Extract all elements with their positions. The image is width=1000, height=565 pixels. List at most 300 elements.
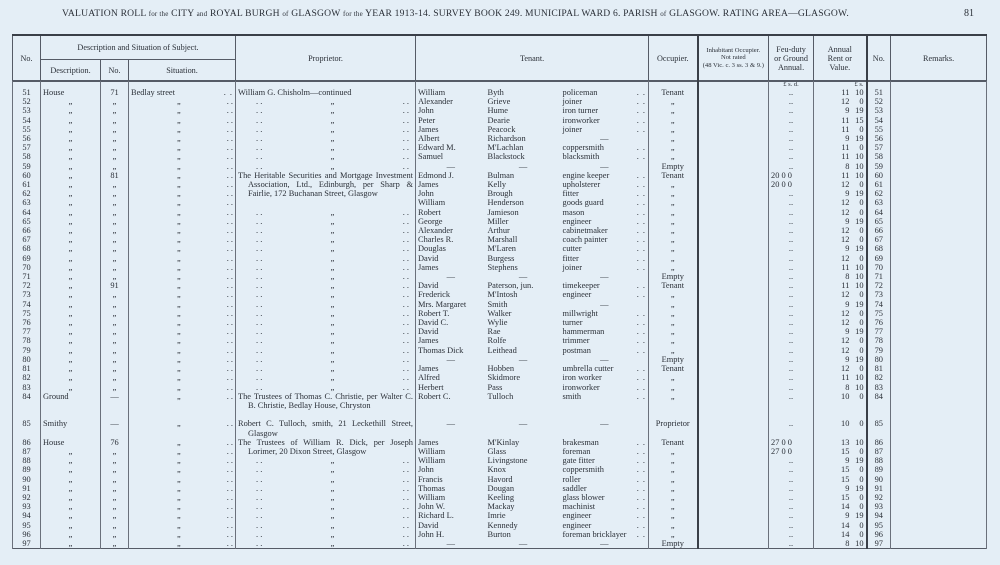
feu-duty: .. bbox=[769, 475, 814, 484]
tenant-occupation: cabinetmaker . . bbox=[561, 226, 649, 235]
remarks bbox=[891, 484, 987, 493]
row-number-right: 83 bbox=[867, 383, 891, 392]
rent-shillings: 0 bbox=[859, 465, 864, 475]
tenant-occupation: trimmer . . bbox=[561, 336, 649, 345]
proprietor: . . „ . . bbox=[236, 511, 416, 520]
feu-duty: 20 0 0 bbox=[769, 171, 814, 180]
description: „ bbox=[41, 208, 101, 217]
feu-duty: .. bbox=[769, 364, 814, 373]
situation: „ . . bbox=[129, 235, 236, 244]
house-number: „ bbox=[101, 254, 129, 263]
remarks bbox=[891, 208, 987, 217]
row-number-right: 56 bbox=[867, 134, 891, 143]
row-number: 95 bbox=[13, 521, 41, 530]
tenant-surname: Burton bbox=[487, 529, 511, 539]
rent-pounds: 14 bbox=[841, 529, 850, 539]
tenant-surname: Hume bbox=[487, 106, 508, 116]
situation: „ . . bbox=[129, 290, 236, 299]
tenant-surname: Blackstock bbox=[487, 152, 525, 162]
annual-rent bbox=[814, 134, 867, 143]
remarks bbox=[891, 272, 987, 281]
rent-shillings: 10 bbox=[855, 272, 864, 282]
inhabitant-occupier bbox=[698, 364, 769, 373]
occupier: Tenant bbox=[649, 88, 698, 97]
row-number-right: 86 bbox=[867, 438, 891, 447]
proprietor-ditto: „ bbox=[330, 529, 335, 539]
row-number-right: 97 bbox=[867, 539, 891, 549]
inhabitant-occupier bbox=[698, 300, 769, 309]
inhabitant-occupier bbox=[698, 447, 769, 456]
inhabitant-occupier bbox=[698, 475, 769, 484]
inhabitant-occupier bbox=[698, 198, 769, 207]
description: „ bbox=[41, 511, 101, 520]
header-inhabitant-line: Inhabitant Occupier. bbox=[706, 46, 761, 54]
feu-duty: .. bbox=[769, 134, 814, 143]
description: „ bbox=[41, 143, 101, 152]
tenant-occupation: machinist . . bbox=[561, 502, 649, 511]
situation-ditto: „ bbox=[177, 180, 181, 190]
situation-ditto: „ bbox=[177, 253, 181, 263]
tenant-occupation: joiner . . bbox=[561, 97, 649, 106]
house-number: „ bbox=[101, 475, 129, 484]
rent-pounds: 12 bbox=[841, 226, 850, 236]
tenant-surname: Skidmore bbox=[487, 373, 521, 383]
proprietor-ditto: „ bbox=[330, 253, 335, 263]
house-number: „ bbox=[101, 539, 129, 549]
tenant-first-name: John bbox=[416, 106, 486, 115]
feu-duty: .. bbox=[769, 189, 814, 198]
row-number-right: 67 bbox=[867, 235, 891, 244]
rent-pounds: 11 bbox=[841, 262, 850, 272]
title-part: GLASGOW bbox=[291, 8, 341, 19]
occupier: Empty bbox=[649, 272, 698, 281]
rent-pounds: 11 bbox=[841, 115, 850, 125]
row-number: 65 bbox=[13, 217, 41, 226]
row-number: 88 bbox=[13, 456, 41, 465]
inhabitant-occupier bbox=[698, 88, 769, 97]
tenant-surname: Peacock bbox=[487, 124, 516, 134]
tenant-first-name: Edward M. bbox=[416, 143, 486, 152]
tenant-occupation: brakesman . . bbox=[561, 438, 649, 447]
rent-shillings: 0 bbox=[859, 235, 864, 245]
rent-shillings: 10 bbox=[855, 281, 864, 291]
description: „ bbox=[41, 327, 101, 336]
situation-ditto: „ bbox=[177, 115, 181, 125]
row-number: 74 bbox=[13, 300, 41, 309]
rent-pounds: 9 bbox=[845, 483, 850, 493]
tenant-surname: Walker bbox=[487, 308, 512, 318]
rent-shillings: 19 bbox=[855, 106, 864, 116]
proprietor-ditto: „ bbox=[330, 502, 335, 512]
feu-duty: .. bbox=[769, 143, 814, 152]
row-number: 62 bbox=[13, 189, 41, 198]
proprietor-ditto: „ bbox=[330, 207, 335, 217]
header-occupier: Occupier. bbox=[649, 35, 698, 81]
description: „ bbox=[41, 116, 101, 125]
remarks bbox=[891, 502, 987, 511]
rent-pounds: 8 bbox=[845, 382, 850, 392]
rent-pounds: 9 bbox=[845, 189, 850, 199]
situation: „ . . bbox=[129, 300, 236, 309]
row-number: 52 bbox=[13, 97, 41, 106]
row-number-right: 78 bbox=[867, 336, 891, 345]
feu-duty: .. bbox=[769, 346, 814, 355]
proprietor-ditto: „ bbox=[330, 134, 335, 144]
situation: „ . . bbox=[129, 392, 236, 420]
proprietor-ditto: „ bbox=[330, 161, 335, 171]
description: Ground bbox=[41, 392, 101, 420]
row-number: 81 bbox=[13, 364, 41, 373]
proprietor: . . „ . . bbox=[236, 272, 416, 281]
row-number-right: 90 bbox=[867, 475, 891, 484]
situation: „ . . bbox=[129, 465, 236, 474]
rent-shillings: 19 bbox=[855, 483, 864, 493]
tenant-surname: M'Kinlay bbox=[487, 437, 520, 447]
proprietor: . . „ . . bbox=[236, 116, 416, 125]
tenant-first-name: Thomas Dick bbox=[416, 346, 486, 355]
occupier: „ bbox=[649, 465, 698, 474]
row-number-right: 88 bbox=[867, 456, 891, 465]
title-part: for the bbox=[343, 10, 363, 18]
tenant-surname: Kennedy bbox=[487, 520, 518, 530]
inhabitant-occupier bbox=[698, 235, 769, 244]
situation-ditto: „ bbox=[177, 124, 181, 134]
occupier: „ bbox=[649, 309, 698, 318]
proprietor: . . „ . . bbox=[236, 208, 416, 217]
description: „ bbox=[41, 171, 101, 180]
situation: „ . . bbox=[129, 364, 236, 373]
occupier: „ bbox=[649, 383, 698, 392]
feu-duty: .. bbox=[769, 97, 814, 106]
occupier: „ bbox=[649, 152, 698, 161]
tenant-surname: Henderson bbox=[487, 198, 524, 208]
remarks bbox=[891, 263, 987, 272]
table-row bbox=[13, 447, 987, 456]
row-number: 94 bbox=[13, 511, 41, 520]
proprietor: The Trustees of Thomas C. Christie, per Walter C. B. Christie, Bedlay House, Chryston bbox=[236, 392, 416, 420]
annual-rent bbox=[814, 447, 867, 456]
situation-ditto: „ bbox=[177, 216, 181, 226]
rent-pounds: 9 bbox=[845, 216, 850, 226]
occupier: „ bbox=[649, 300, 698, 309]
tenant-occupation: mason . . bbox=[561, 208, 649, 217]
proprietor-ditto: „ bbox=[330, 511, 335, 521]
tenant-first-name: William bbox=[416, 198, 486, 207]
description: „ bbox=[41, 125, 101, 134]
feu-duty: .. bbox=[769, 521, 814, 530]
row-number: 53 bbox=[13, 106, 41, 115]
rent-pounds: 15 bbox=[841, 465, 850, 475]
remarks bbox=[891, 475, 987, 484]
table-row bbox=[13, 438, 987, 447]
annual-rent bbox=[814, 539, 867, 549]
table-row bbox=[13, 521, 987, 530]
rent-shillings: 0 bbox=[859, 180, 864, 190]
description: „ bbox=[41, 162, 101, 171]
tenant-first-name: Herbert bbox=[416, 383, 486, 392]
table-row bbox=[13, 373, 987, 382]
remarks bbox=[891, 456, 987, 465]
tenant-first-name: John bbox=[416, 465, 486, 474]
occupier: „ bbox=[649, 134, 698, 143]
feu-duty: .. bbox=[769, 254, 814, 263]
rent-units: £ s. bbox=[814, 82, 867, 89]
remarks bbox=[891, 180, 987, 189]
feu-units: £ s. d. bbox=[769, 82, 814, 89]
situation: „ . . bbox=[129, 318, 236, 327]
tenant-occupation: — bbox=[600, 134, 609, 144]
rent-pounds: 9 bbox=[845, 354, 850, 364]
row-number: 93 bbox=[13, 502, 41, 511]
table-row bbox=[13, 97, 987, 106]
annual-rent bbox=[814, 152, 867, 161]
annual-rent bbox=[814, 162, 867, 171]
row-number: 76 bbox=[13, 318, 41, 327]
header-inhabitant-line: (48 Vic. c. 3 ss. 3 & 9.) bbox=[702, 61, 764, 69]
house-number: „ bbox=[101, 125, 129, 134]
situation: „ . . bbox=[129, 530, 236, 539]
inhabitant-occupier bbox=[698, 116, 769, 125]
remarks bbox=[891, 318, 987, 327]
rent-shillings: 0 bbox=[859, 419, 864, 429]
annual-rent bbox=[814, 254, 867, 263]
house-number: „ bbox=[101, 226, 129, 235]
inhabitant-occupier bbox=[698, 484, 769, 493]
tenant-first-name: Samuel bbox=[416, 152, 486, 161]
house-number: „ bbox=[101, 502, 129, 511]
rent-pounds: 10 bbox=[841, 419, 850, 429]
inhabitant-occupier bbox=[698, 106, 769, 115]
situation-ditto: „ bbox=[177, 373, 181, 383]
tenant-first-name: David C. bbox=[416, 318, 486, 327]
row-number-right: 52 bbox=[867, 97, 891, 106]
rent-pounds: 12 bbox=[841, 364, 850, 374]
table-row bbox=[13, 263, 987, 272]
description: „ bbox=[41, 493, 101, 502]
tenant-first-name: Richard L. bbox=[416, 511, 486, 520]
feu-duty: .. bbox=[769, 116, 814, 125]
house-number: „ bbox=[101, 355, 129, 364]
tenant-first-name: David bbox=[416, 281, 486, 290]
annual-rent bbox=[814, 300, 867, 309]
remarks bbox=[891, 521, 987, 530]
header-rent-line: Value. bbox=[829, 62, 851, 72]
house-number: „ bbox=[101, 456, 129, 465]
remarks bbox=[891, 162, 987, 171]
rent-pounds: 11 bbox=[841, 88, 850, 97]
situation-ditto: „ bbox=[177, 538, 181, 548]
proprietor-ditto: „ bbox=[330, 235, 335, 245]
situation-ditto: „ bbox=[177, 134, 181, 144]
proprietor: . . „ . . bbox=[236, 493, 416, 502]
table-row bbox=[13, 383, 987, 392]
situation: „ . . bbox=[129, 226, 236, 235]
proprietor: . . „ . . bbox=[236, 152, 416, 161]
situation-ditto: „ bbox=[177, 106, 181, 116]
header-desc-group: Description and Situation of Subject. bbox=[41, 35, 236, 60]
inhabitant-occupier bbox=[698, 290, 769, 299]
situation: „ . . bbox=[129, 373, 236, 382]
proprietor-ditto: „ bbox=[330, 474, 335, 484]
description: „ bbox=[41, 254, 101, 263]
description: „ bbox=[41, 539, 101, 549]
remarks bbox=[891, 373, 987, 382]
remarks bbox=[891, 539, 987, 549]
tenant-first-name: — bbox=[416, 272, 486, 281]
row-number: 69 bbox=[13, 254, 41, 263]
table-row bbox=[13, 88, 987, 97]
feu-duty: .. bbox=[769, 493, 814, 502]
tenant-occupation: engineer . . bbox=[561, 217, 649, 226]
house-number: „ bbox=[101, 447, 129, 456]
situation: „ . . bbox=[129, 125, 236, 134]
inhabitant-occupier bbox=[698, 373, 769, 382]
tenant-occupation: joiner . . bbox=[561, 125, 649, 134]
situation: „ . . bbox=[129, 336, 236, 345]
rent-pounds: 12 bbox=[841, 253, 850, 263]
annual-rent bbox=[814, 263, 867, 272]
tenant-first-name: Peter bbox=[416, 116, 486, 125]
header-feu-duty bbox=[769, 35, 814, 81]
rent-shillings: 0 bbox=[859, 364, 864, 374]
row-number-right: 55 bbox=[867, 125, 891, 134]
inhabitant-occupier bbox=[698, 539, 769, 549]
house-number: „ bbox=[101, 152, 129, 161]
situation-ditto: „ bbox=[177, 262, 181, 272]
occupier: „ bbox=[649, 189, 698, 198]
inhabitant-occupier bbox=[698, 521, 769, 530]
proprietor: . . „ . . bbox=[236, 383, 416, 392]
tenant-occupation: joiner . . bbox=[561, 263, 649, 272]
house-number: „ bbox=[101, 116, 129, 125]
rent-shillings: 10 bbox=[855, 538, 864, 548]
row-number: 86 bbox=[13, 438, 41, 447]
description: „ bbox=[41, 456, 101, 465]
situation-ditto: „ bbox=[177, 492, 181, 502]
annual-rent bbox=[814, 511, 867, 520]
rent-shillings: 0 bbox=[859, 446, 864, 456]
table-row bbox=[13, 143, 987, 152]
proprietor-ditto: „ bbox=[330, 354, 335, 364]
rent-shillings: 0 bbox=[859, 308, 864, 318]
rent-shillings: 0 bbox=[859, 318, 864, 328]
tenant-first-name: Frederick bbox=[416, 290, 486, 299]
occupier: „ bbox=[649, 116, 698, 125]
rent-shillings: 19 bbox=[855, 299, 864, 309]
annual-rent bbox=[814, 116, 867, 125]
proprietor: . . „ . . bbox=[236, 336, 416, 345]
rent-shillings: 0 bbox=[859, 207, 864, 217]
feu-duty: .. bbox=[769, 327, 814, 336]
annual-rent bbox=[814, 180, 867, 189]
row-number-right: 53 bbox=[867, 106, 891, 115]
proprietor: . . „ . . bbox=[236, 309, 416, 318]
description: „ bbox=[41, 346, 101, 355]
remarks bbox=[891, 447, 987, 456]
annual-rent bbox=[814, 355, 867, 364]
tenant-surname: — bbox=[518, 354, 528, 364]
tenant-first-name: William bbox=[416, 456, 486, 465]
situation-ditto: „ bbox=[177, 308, 181, 318]
tenant-occupation: engineer . . bbox=[561, 290, 649, 299]
rent-shillings: 19 bbox=[855, 216, 864, 226]
description: House bbox=[41, 88, 101, 97]
situation-ditto: „ bbox=[177, 502, 181, 512]
annual-rent bbox=[814, 373, 867, 382]
proprietor-ditto: „ bbox=[330, 483, 335, 493]
situation: „ . . bbox=[129, 419, 236, 437]
description: „ bbox=[41, 152, 101, 161]
annual-rent bbox=[814, 484, 867, 493]
rent-pounds: 12 bbox=[841, 97, 850, 107]
tenant-first-name: Thomas bbox=[416, 484, 486, 493]
feu-duty: .. bbox=[769, 263, 814, 272]
feu-duty: .. bbox=[769, 373, 814, 382]
house-number: „ bbox=[101, 217, 129, 226]
inhabitant-occupier bbox=[698, 493, 769, 502]
tenant-surname: Havord bbox=[487, 474, 513, 484]
annual-rent bbox=[814, 309, 867, 318]
rent-shillings: 19 bbox=[855, 134, 864, 144]
rent-shillings: 0 bbox=[859, 143, 864, 153]
tenant-occupation: engineer . . bbox=[561, 511, 649, 520]
remarks bbox=[891, 152, 987, 161]
situation: „ . . bbox=[129, 263, 236, 272]
remarks bbox=[891, 419, 987, 437]
proprietor-ditto: „ bbox=[330, 538, 335, 548]
house-number: „ bbox=[101, 346, 129, 355]
house-number: „ bbox=[101, 521, 129, 530]
situation-ditto: „ bbox=[177, 391, 181, 401]
description: „ bbox=[41, 318, 101, 327]
row-number: 56 bbox=[13, 134, 41, 143]
feu-duty: .. bbox=[769, 392, 814, 420]
house-number: „ bbox=[101, 465, 129, 474]
proprietor-ditto: „ bbox=[330, 456, 335, 466]
annual-rent bbox=[814, 383, 867, 392]
row-number: 85 bbox=[13, 419, 41, 437]
row-number-right: 74 bbox=[867, 300, 891, 309]
tenant-occupation: — bbox=[600, 419, 609, 429]
rent-shillings: 0 bbox=[859, 253, 864, 263]
feu-duty: .. bbox=[769, 456, 814, 465]
row-number: 51 bbox=[13, 88, 41, 97]
tenant-surname: Stephens bbox=[487, 262, 518, 272]
proprietor: . . „ . . bbox=[236, 475, 416, 484]
tenant-surname: Wylie bbox=[487, 318, 508, 328]
row-number-right: 54 bbox=[867, 116, 891, 125]
description: „ bbox=[41, 180, 101, 189]
row-number: 55 bbox=[13, 125, 41, 134]
row-number-right: 51 bbox=[867, 88, 891, 97]
table-row bbox=[13, 511, 987, 520]
proprietor: . . „ . . bbox=[236, 281, 416, 290]
tenant-surname: M'Lachlan bbox=[487, 143, 524, 153]
header-number: No. bbox=[101, 60, 129, 81]
table-row bbox=[13, 539, 987, 549]
situation-ditto: „ bbox=[177, 226, 181, 236]
occupier: „ bbox=[649, 484, 698, 493]
description: „ bbox=[41, 484, 101, 493]
rent-pounds: 15 bbox=[841, 474, 850, 484]
occupier: Proprietor bbox=[649, 419, 698, 437]
inhabitant-occupier bbox=[698, 392, 769, 420]
house-number: „ bbox=[101, 263, 129, 272]
tenant-surname: Arthur bbox=[487, 226, 510, 236]
tenant-first-name: George bbox=[416, 217, 486, 226]
occupier: Tenant bbox=[649, 364, 698, 373]
remarks bbox=[891, 97, 987, 106]
